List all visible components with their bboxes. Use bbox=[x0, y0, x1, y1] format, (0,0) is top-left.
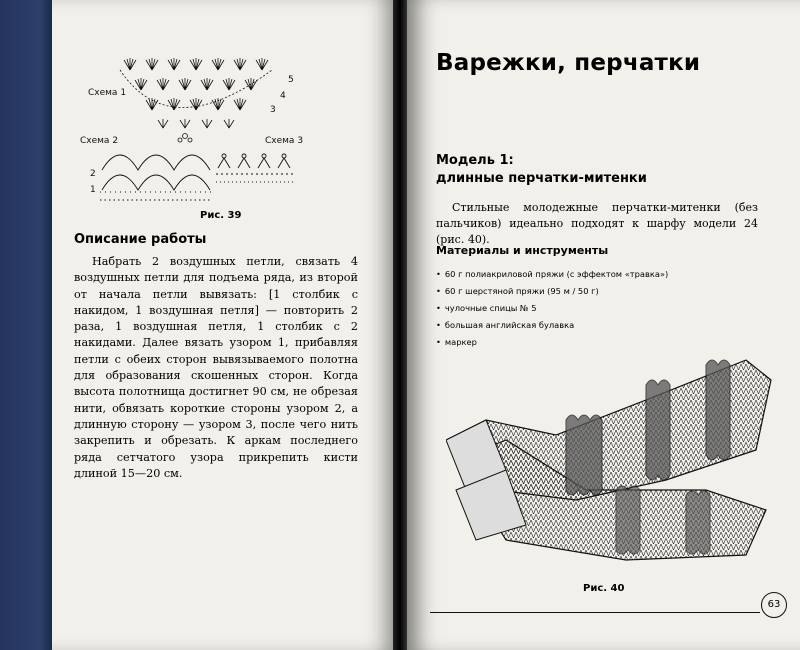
model-intro-paragraph: Стильные молодежные перчатки-митенки (без пальчиков) идеально подходят к шарфу модели 24 (рис. 40). bbox=[436, 201, 758, 246]
row-number-4: 4 bbox=[280, 91, 286, 101]
scheme-1-chart bbox=[120, 58, 272, 142]
scheme-2-chart bbox=[100, 155, 212, 200]
footer-rule bbox=[430, 612, 760, 613]
model-intro bbox=[436, 200, 758, 248]
model-heading bbox=[436, 152, 766, 188]
scheme-2-label: Схема 2 bbox=[80, 136, 119, 146]
row-number-1: 1 bbox=[90, 185, 96, 195]
scheme-1-label: Схема 1 bbox=[88, 88, 127, 98]
materials-heading: Материалы и инструменты bbox=[436, 244, 609, 257]
chapter-title: Варежки, перчатки bbox=[436, 50, 701, 76]
gloves-illustration bbox=[446, 340, 776, 570]
row-number-5: 5 bbox=[288, 75, 294, 85]
materials-item: • большая английская булавка bbox=[436, 317, 668, 334]
materials-list bbox=[436, 266, 668, 351]
model-heading-name: длинные перчатки-митенки bbox=[436, 171, 647, 186]
row-number-2: 2 bbox=[90, 169, 96, 179]
crochet-schemes-svg bbox=[40, 40, 310, 210]
fingerless-gloves-drawing bbox=[446, 340, 776, 570]
figure-39-caption: Рис. 39 bbox=[200, 210, 242, 221]
model-heading-number: Модель 1: bbox=[436, 153, 514, 168]
work-description-paragraph: Набрать 2 воздушных петли, связать 4 воздушных петли для подъема ряда, из второй от начала петли вывязать: [1 столбик с накидом, 1 воздушная петля] — повторить 2 раза, 1 воздушная петля, 1 столбик с 2 накидами. Далее вязать узором 1, прибавляя петли с обеих сторон вывязываемого полотна для образования скошенных сторон. Когда высота полотнища достигнет 90 см, не обрезая нити, обвязать короткие стороны узором 2, а длинную сторону — узором 3, после чего нить закрепить и обрезать. К аркам последнего ряда сетчатого узора прикрепить кисти длиной 15—20 см. bbox=[74, 255, 358, 480]
crochet-diagram bbox=[40, 40, 310, 210]
page-number: 63 bbox=[761, 592, 787, 618]
book-gutter bbox=[393, 0, 407, 650]
work-description-text bbox=[74, 254, 358, 482]
materials-item: • маркер bbox=[436, 334, 668, 351]
row-number-3: 3 bbox=[270, 105, 276, 115]
materials-item: • 60 г полиакриловой пряжи (с эффектом «травка») bbox=[436, 266, 668, 283]
scheme-3-chart bbox=[216, 154, 296, 182]
materials-item: • чулочные спицы № 5 bbox=[436, 300, 668, 317]
scheme-3-label: Схема 3 bbox=[265, 136, 304, 146]
work-description-heading: Описание работы bbox=[74, 232, 207, 247]
figure-40-caption: Рис. 40 bbox=[583, 583, 625, 594]
materials-item: • 60 г шерстяной пряжи (95 м / 50 г) bbox=[436, 283, 668, 300]
